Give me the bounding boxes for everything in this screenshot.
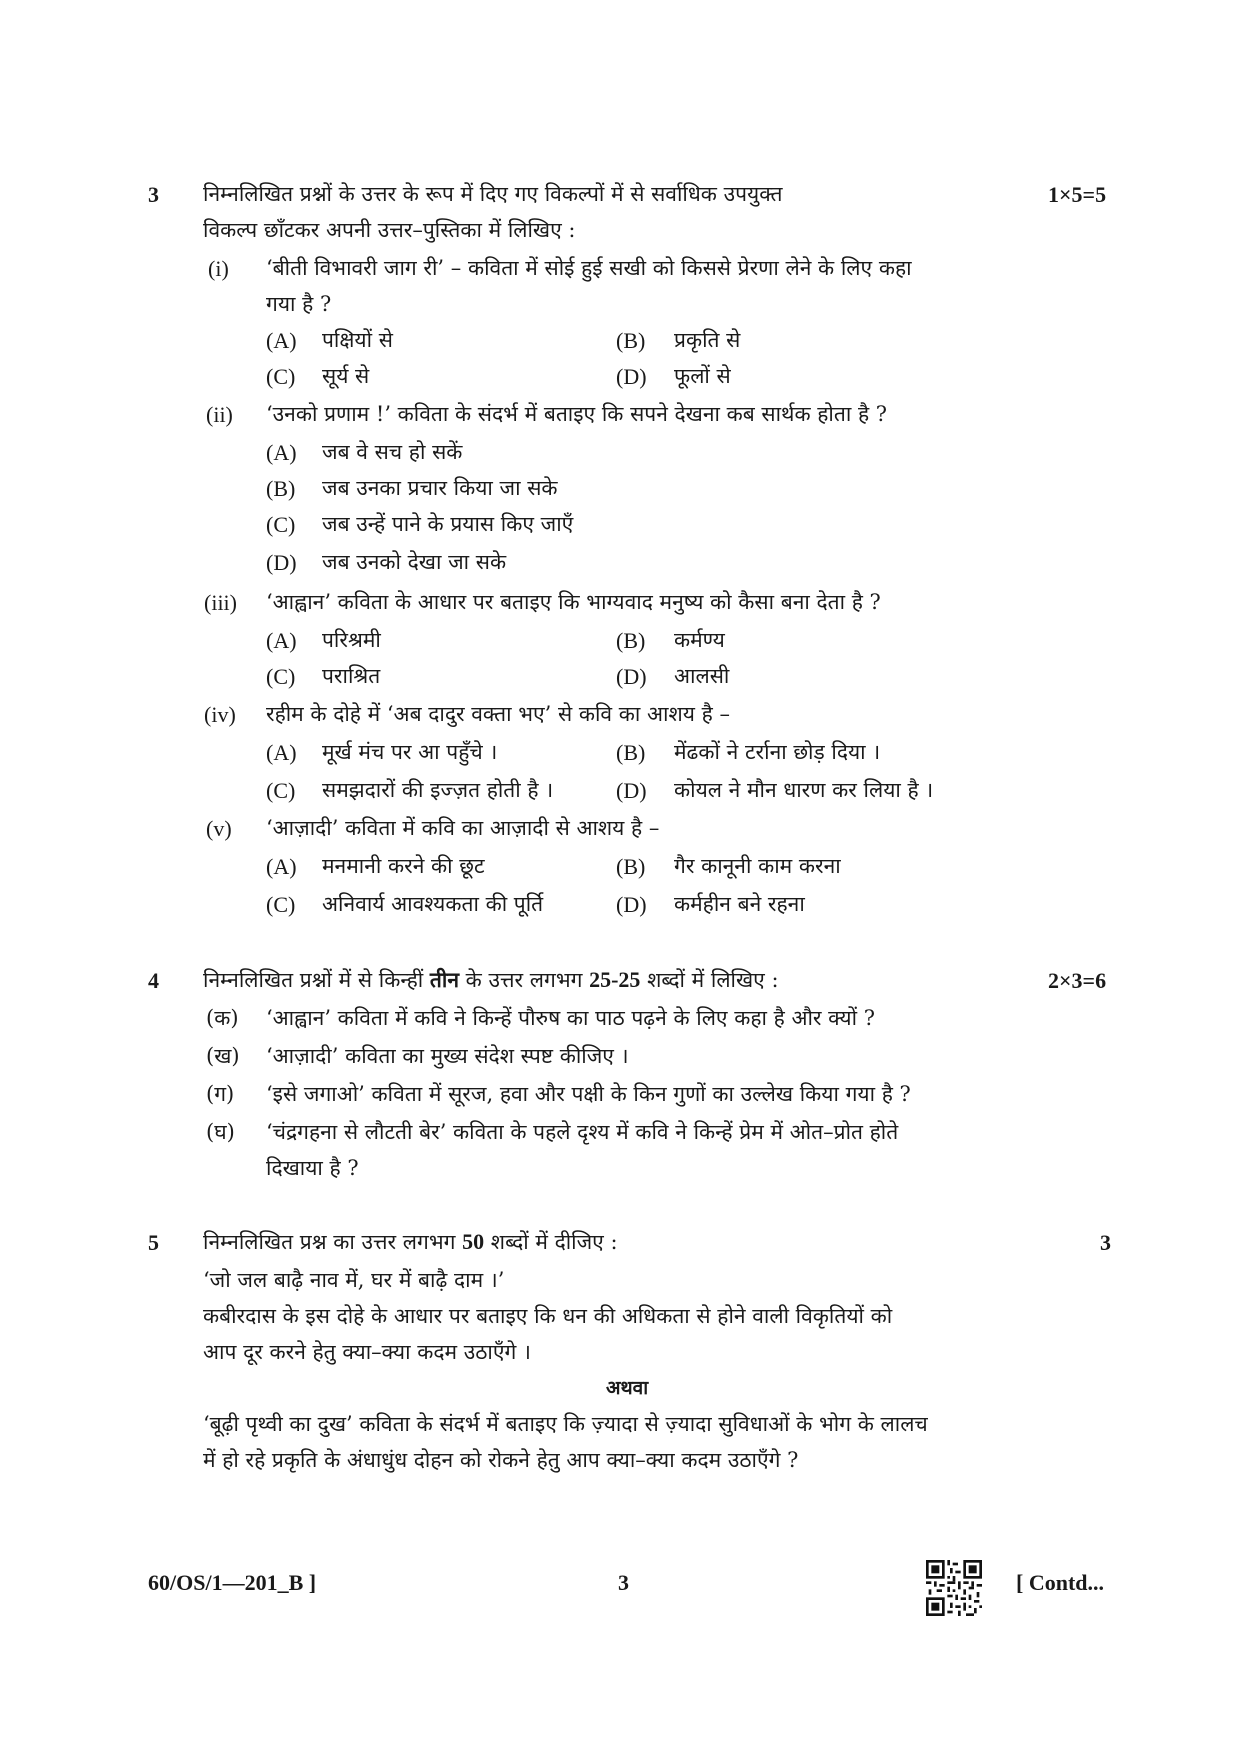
q4-text bbox=[203, 966, 779, 994]
q3-iv-option-c-text: समझदारों की इज्ज़त होती है । bbox=[322, 778, 554, 802]
q3-ii-option-a-label: (A) bbox=[266, 440, 297, 465]
q4-text-c: शब्दों में लिखिए : bbox=[647, 968, 779, 992]
q3-v-option-a-label: (A) bbox=[266, 854, 297, 879]
q3-part-ii-label: (ii) bbox=[206, 402, 233, 427]
q3-iii-option-c-text: पराश्रित bbox=[322, 664, 381, 688]
q3-i-option-c-text: सूर्य से bbox=[322, 364, 370, 388]
q3-v-option-b-text: गैर कानूनी काम करना bbox=[674, 854, 841, 878]
q3-part-iii-line1: ‘आह्वान’ कविता के आधार पर बताइए कि भाग्यवाद मनुष्य को कैसा बना देता है ? bbox=[266, 590, 881, 614]
q4-text-bold: तीन bbox=[429, 967, 459, 992]
q3-text-line1: निम्नलिखित प्रश्नों के उत्तर के रूप में दिए गए विकल्पों में से सर्वाधिक उपयुक्त bbox=[203, 182, 783, 206]
q3-iv-option-a-text: मूर्ख मंच पर आ पहुँचे । bbox=[322, 740, 498, 764]
q3-iv-option-a-label: (A) bbox=[266, 740, 297, 765]
q5-alt-line1: ‘बूढ़ी पृथ्वी का दुख’ कविता के संदर्भ में बताइए कि ज़्यादा से ज़्यादा सुविधाओं के भोग के लालच bbox=[203, 1412, 928, 1436]
q3-iii-option-c-label: (C) bbox=[266, 664, 296, 689]
q4-part-gha-line2: दिखाया है ? bbox=[266, 1156, 359, 1180]
q4-marks: 2×3=6 bbox=[1048, 968, 1107, 993]
q3-part-iv-line1: रहीम के दोहे में ‘अब दादुर वक्ता भए’ से कवि का आशय है – bbox=[266, 702, 730, 726]
q4-text-b: के उत्तर लगभग bbox=[465, 968, 583, 992]
q3-part-ii-line1: ‘उनको प्रणाम !’ कविता के संदर्भ में बताइए कि सपने देखना कब सार्थक होता है ? bbox=[266, 402, 888, 426]
q4-text-a: निम्नलिखित प्रश्नों में से किन्हीं bbox=[203, 968, 424, 992]
q3-ii-option-c-label: (C) bbox=[266, 512, 296, 537]
q5-text-a: निम्नलिखित प्रश्न का उत्तर लगभग bbox=[203, 1230, 456, 1254]
q3-iii-option-d-text: आलसी bbox=[674, 664, 730, 688]
q3-ii-option-c-text: जब उन्हें पाने के प्रयास किए जाएँ bbox=[322, 512, 574, 536]
q3-part-iii-label: (iii) bbox=[204, 590, 237, 615]
footer-paper-code: 60/OS/1—201_B ] bbox=[148, 1570, 317, 1595]
q5-alt-line2: में हो रहे प्रकृति के अंधाधुंध दोहन को रोकने हेतु आप क्या–क्या कदम उठाएँगे ? bbox=[203, 1448, 799, 1472]
q3-part-v-label: (v) bbox=[206, 816, 232, 841]
q3-ii-option-b-label: (B) bbox=[266, 476, 296, 501]
q4-text-bold2: 25-25 bbox=[589, 967, 641, 992]
q5-number: 5 bbox=[148, 1230, 159, 1255]
q3-v-option-c-label: (C) bbox=[266, 892, 296, 917]
q3-ii-option-a-text: जब वे सच हो सकें bbox=[322, 440, 463, 464]
q5-text-bold: 50 bbox=[462, 1229, 485, 1254]
q3-iv-option-d-label: (D) bbox=[616, 778, 647, 803]
q3-part-iv-label: (iv) bbox=[204, 702, 236, 727]
q3-ii-option-d-text: जब उनको देखा जा सके bbox=[322, 550, 507, 574]
q5-or-label: अथवा bbox=[606, 1377, 649, 1399]
q3-v-option-d-text: कर्महीन बने रहना bbox=[674, 892, 805, 916]
q3-i-option-c-label: (C) bbox=[266, 364, 296, 389]
q3-marks: 1×5=5 bbox=[1048, 182, 1107, 207]
q3-iii-option-d-label: (D) bbox=[616, 664, 647, 689]
q4-part-kha-line1: ‘आज़ादी’ कविता का मुख्य संदेश स्पष्ट कीजिए । bbox=[266, 1044, 629, 1068]
q3-i-option-a-label: (A) bbox=[266, 328, 297, 353]
q4-part-gha-label: (घ) bbox=[206, 1120, 235, 1144]
q4-part-kha-label: (ख) bbox=[206, 1044, 240, 1068]
q3-i-option-a-text: पक्षियों से bbox=[322, 328, 393, 352]
q3-iii-option-b-text: कर्मण्य bbox=[674, 628, 725, 652]
q3-part-i-line2: गया है ? bbox=[266, 292, 332, 316]
footer-contd: [ Contd... bbox=[1016, 1570, 1105, 1595]
q3-iv-option-c-label: (C) bbox=[266, 778, 296, 803]
q4-part-ka-line1: ‘आह्वान’ कविता में कवि ने किन्हें पौरुष का पाठ पढ़ने के लिए कहा है और क्यों ? bbox=[266, 1006, 875, 1030]
q3-v-option-b-label: (B) bbox=[616, 854, 646, 879]
q3-iii-option-a-text: परिश्रमी bbox=[322, 628, 381, 652]
footer-page-number: 3 bbox=[618, 1570, 629, 1595]
q3-number: 3 bbox=[148, 182, 159, 207]
q3-iii-option-a-label: (A) bbox=[266, 628, 297, 653]
q4-part-ka-label: (क) bbox=[206, 1006, 239, 1030]
q5-marks: 3 bbox=[1100, 1230, 1111, 1255]
q3-iv-option-d-text: कोयल ने मौन धारण कर लिया है । bbox=[674, 778, 934, 802]
q3-v-option-d-label: (D) bbox=[616, 892, 647, 917]
q3-i-option-b-text: प्रकृति से bbox=[674, 328, 741, 352]
q3-i-option-d-label: (D) bbox=[616, 364, 647, 389]
q3-i-option-d-text: फूलों से bbox=[674, 364, 731, 388]
q3-ii-option-d-label: (D) bbox=[266, 550, 297, 575]
q4-number: 4 bbox=[148, 968, 159, 993]
q5-text-b: शब्दों में दीजिए : bbox=[490, 1230, 618, 1254]
q3-i-option-b-label: (B) bbox=[616, 328, 646, 353]
q3-iv-option-b-text: मेंढकों ने टर्राना छोड़ दिया । bbox=[674, 740, 881, 764]
q4-part-gha-line1: ‘चंद्रगहना से लौटती बेर’ कविता के पहले दृश्य में कवि ने किन्हें प्रेम में ओत–प्रोत होते bbox=[266, 1120, 899, 1144]
q3-part-i-label: (i) bbox=[208, 256, 229, 281]
q4-part-ga-label: (ग) bbox=[206, 1082, 235, 1106]
q5-body-line1: कबीरदास के इस दोहे के आधार पर बताइए कि धन की अधिकता से होने वाली विकृतियों को bbox=[203, 1304, 893, 1328]
q3-iii-option-b-label: (B) bbox=[616, 628, 646, 653]
q3-part-i-line1: ‘बीती विभावरी जाग री’ – कविता में सोई हुई सखी को किससे प्रेरणा लेने के लिए कहा bbox=[266, 256, 912, 280]
q3-part-v-line1: ‘आज़ादी’ कविता में कवि का आज़ादी से आशय है – bbox=[266, 816, 660, 840]
q5-quote: ‘जो जल बाढ़ै नाव में, घर में बाढ़ै दाम ।’ bbox=[203, 1268, 505, 1292]
q3-ii-option-b-text: जब उनका प्रचार किया जा सके bbox=[322, 476, 558, 500]
q3-text-line2: विकल्प छाँटकर अपनी उत्तर–पुस्तिका में लिखिए : bbox=[203, 218, 576, 242]
q4-part-ga-line1: ‘इसे जगाओ’ कविता में सूरज, हवा और पक्षी के किन गुणों का उल्लेख किया गया है ? bbox=[266, 1082, 911, 1106]
q3-v-option-c-text: अनिवार्य आवश्यकता की पूर्ति bbox=[322, 892, 544, 916]
q3-iv-option-b-label: (B) bbox=[616, 740, 646, 765]
qr-code-icon bbox=[926, 1560, 982, 1616]
q5-body-line2: आप दूर करने हेतु क्या–क्या कदम उठाएँगे । bbox=[203, 1340, 531, 1364]
q5-text bbox=[203, 1228, 618, 1256]
q3-v-option-a-text: मनमानी करने की छूट bbox=[322, 854, 485, 878]
